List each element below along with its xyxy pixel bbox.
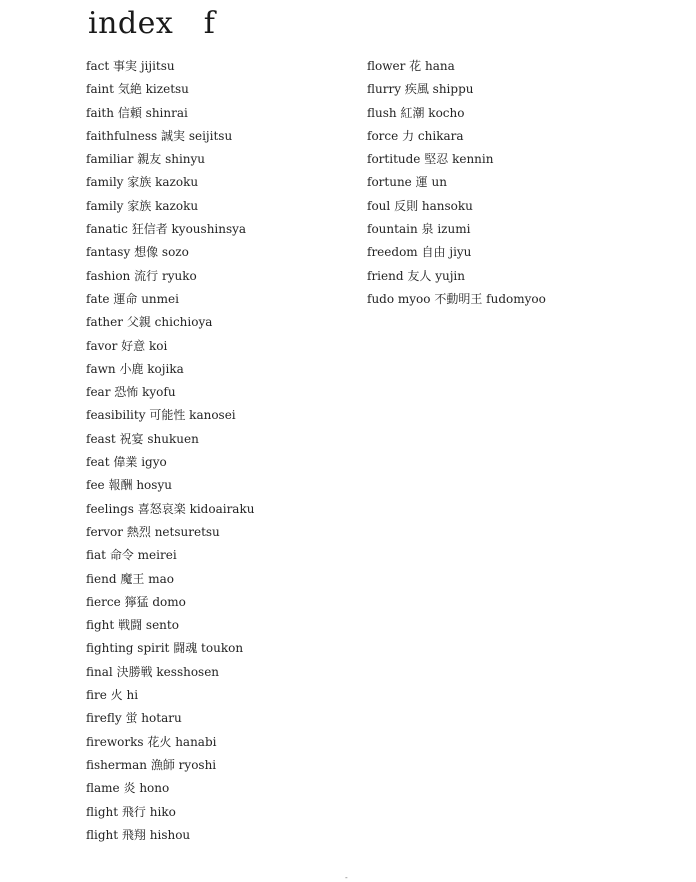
entry-kanji: 誠実 — [160, 128, 185, 143]
entry-romaji: seijitsu — [188, 128, 233, 143]
entry-romaji: kazoku — [155, 175, 199, 190]
entry-english: fight — [86, 618, 115, 633]
entry-kanji: 祝宴 — [119, 431, 144, 446]
entry-romaji: kidoairaku — [189, 501, 255, 516]
entry-romaji: jiyu — [449, 245, 472, 260]
entry-romaji: kocho — [428, 105, 465, 120]
entry-english: fashion — [86, 268, 131, 283]
entry-romaji: hosyu — [136, 478, 172, 493]
entry-english: father — [86, 315, 123, 330]
entry-romaji: hi — [126, 688, 139, 703]
entry-kanji: 自由 — [421, 245, 446, 260]
entry-romaji: hana — [425, 59, 455, 73]
entry-kanji: 狂信者 — [131, 222, 168, 237]
entry-english: final — [86, 664, 113, 679]
index-entry — [86, 685, 254, 708]
index-entry — [86, 778, 254, 801]
index-entry — [86, 522, 254, 545]
entry-english: family — [86, 198, 124, 213]
index-entry — [86, 545, 254, 568]
entry-english: feelings — [86, 501, 134, 516]
index-entry — [86, 732, 254, 755]
index-entry — [86, 79, 254, 102]
entry-kanji: 父親 — [126, 315, 151, 330]
entry-romaji: kanosei — [189, 408, 236, 423]
entry-english: fanatic — [86, 222, 128, 237]
entry-english: fudo myoo — [367, 291, 431, 306]
entry-romaji: kazoku — [155, 198, 199, 213]
index-entry — [367, 126, 546, 149]
entry-english: fisherman — [86, 757, 147, 772]
entry-romaji: ryuko — [161, 268, 197, 283]
index-entry — [367, 172, 546, 195]
entry-romaji: kizetsu — [145, 82, 189, 97]
entry-kanji: 気絶 — [117, 82, 142, 97]
index-entry — [86, 429, 254, 452]
entry-english: fantasy — [86, 245, 131, 260]
entry-english: faithfulness — [86, 128, 158, 143]
entry-kanji: 可能性 — [149, 408, 186, 423]
index-entry — [86, 615, 254, 638]
entry-english: fervor — [86, 524, 124, 539]
index-column-left — [86, 56, 254, 848]
entry-romaji: hanabi — [175, 734, 217, 749]
entry-romaji: igyo — [141, 455, 167, 470]
entry-english: flurry — [367, 82, 401, 97]
entry-kanji: 運命 — [113, 291, 138, 306]
entry-kanji: 流行 — [134, 268, 159, 283]
entry-kanji: 反則 — [394, 198, 419, 213]
entry-romaji: mao — [148, 571, 174, 586]
entry-kanji: 戦闘 — [118, 618, 143, 633]
index-entry — [86, 452, 254, 475]
index-entry — [367, 242, 546, 265]
index-entry — [86, 126, 254, 149]
entry-english: faint — [86, 82, 114, 97]
entry-romaji: shinyu — [165, 152, 206, 167]
entry-kanji: 親友 — [137, 152, 162, 167]
index-entry — [86, 499, 254, 522]
entry-romaji: hono — [139, 781, 170, 796]
index-entry — [86, 592, 254, 615]
entry-romaji: toukon — [201, 641, 244, 656]
index-entry — [367, 149, 546, 172]
index-entry — [367, 56, 546, 79]
entry-kanji: 飛行 — [121, 804, 146, 819]
entry-english: fate — [86, 291, 110, 306]
index-entry — [86, 266, 254, 289]
entry-english: feasibility — [86, 408, 146, 423]
index-entry — [367, 103, 546, 126]
entry-english: flight — [86, 827, 119, 842]
entry-romaji: hansoku — [421, 198, 473, 213]
entry-english: favor — [86, 338, 118, 353]
entry-romaji: izumi — [437, 222, 471, 237]
index-entry — [86, 475, 254, 498]
entry-english: fawn — [86, 361, 116, 376]
entry-kanji: 決勝戦 — [116, 664, 153, 679]
entry-kanji: 堅忍 — [424, 152, 449, 167]
index-entry — [86, 405, 254, 428]
entry-romaji: chikara — [417, 128, 464, 143]
entry-english: fortune — [367, 175, 412, 190]
entry-romaji: hotaru — [141, 711, 182, 726]
entry-romaji: shukuen — [147, 431, 199, 446]
index-entry — [367, 266, 546, 289]
entry-romaji: hiko — [149, 804, 176, 819]
entry-english: fear — [86, 385, 111, 400]
entry-kanji: 熱烈 — [126, 524, 151, 539]
entry-english: feast — [86, 431, 116, 446]
entry-romaji: jijitsu — [140, 59, 175, 73]
entry-kanji: 想像 — [134, 245, 159, 260]
index-entry — [86, 289, 254, 312]
entry-kanji: 闘魂 — [173, 641, 198, 656]
entry-kanji: 偉業 — [113, 455, 138, 470]
index-entry — [86, 103, 254, 126]
entry-kanji: 魔王 — [120, 571, 145, 586]
entry-kanji: 紅潮 — [400, 105, 425, 120]
page-title: index f — [88, 6, 216, 41]
entry-english: familiar — [86, 152, 134, 167]
entry-romaji: sento — [145, 618, 179, 633]
entry-english: fee — [86, 478, 105, 493]
index-entry — [86, 662, 254, 685]
entry-romaji: fudomyoo — [486, 291, 546, 306]
entry-kanji: 友人 — [407, 268, 432, 283]
entry-romaji: yujin — [435, 268, 465, 283]
entry-kanji: 好意 — [121, 338, 146, 353]
entry-kanji: 信頼 — [117, 105, 142, 120]
entry-kanji: 蛍 — [125, 711, 138, 726]
entry-romaji: shinrai — [145, 105, 188, 120]
entry-kanji: 獰猛 — [124, 594, 149, 609]
entry-english: faith — [86, 105, 114, 120]
index-entry — [86, 219, 254, 242]
entry-romaji: koi — [149, 338, 168, 353]
entry-english: flush — [367, 105, 397, 120]
index-entry — [86, 242, 254, 265]
entry-english: family — [86, 175, 124, 190]
entry-kanji: 飛翔 — [121, 827, 146, 842]
entry-romaji: sozo — [161, 245, 189, 260]
entry-kanji: 喜怒哀楽 — [137, 501, 186, 516]
entry-kanji: 不動明王 — [434, 291, 483, 306]
entry-english: friend — [367, 268, 404, 283]
entry-english: fiend — [86, 571, 117, 586]
entry-kanji: 力 — [402, 128, 415, 143]
entry-kanji: 報酬 — [108, 478, 133, 493]
index-entry — [86, 359, 254, 382]
entry-romaji: hishou — [149, 827, 191, 842]
entry-english: flame — [86, 781, 120, 796]
index-entry — [367, 289, 546, 312]
index-entry — [86, 708, 254, 731]
entry-english: fierce — [86, 594, 121, 609]
entry-romaji: unmei — [141, 291, 179, 306]
entry-english: feat — [86, 455, 110, 470]
entry-english: fortitude — [367, 152, 421, 167]
entry-english: fireworks — [86, 734, 144, 749]
entry-romaji: netsuretsu — [154, 524, 220, 539]
index-entry — [86, 755, 254, 778]
index-entry — [86, 569, 254, 592]
entry-kanji: 事実 — [112, 59, 137, 73]
entry-kanji: 命令 — [109, 548, 134, 563]
entry-kanji: 家族 — [127, 175, 152, 190]
entry-kanji: 恐怖 — [114, 385, 139, 400]
entry-kanji: 炎 — [123, 781, 136, 796]
index-entry — [367, 79, 546, 102]
entry-english: foul — [367, 198, 391, 213]
entry-kanji: 家族 — [127, 198, 152, 213]
entry-english: flower — [367, 59, 406, 73]
page-number-mark: - — [345, 873, 348, 882]
index-entry — [86, 172, 254, 195]
index-entry — [367, 196, 546, 219]
entry-english: force — [367, 128, 399, 143]
entry-english: fighting spirit — [86, 641, 170, 656]
index-entry — [86, 196, 254, 219]
entry-romaji: shippu — [432, 82, 474, 97]
index-entry — [86, 638, 254, 661]
index-column-right — [367, 56, 546, 312]
entry-kanji: 疾風 — [404, 82, 429, 97]
entry-english: fact — [86, 59, 110, 73]
entry-english: fiat — [86, 548, 106, 563]
index-entry — [86, 382, 254, 405]
entry-kanji: 花火 — [147, 734, 172, 749]
entry-romaji: chichioya — [154, 315, 213, 330]
entry-kanji: 漁師 — [150, 757, 175, 772]
entry-kanji: 小鹿 — [119, 361, 144, 376]
entry-romaji: ryoshi — [178, 757, 217, 772]
index-entry — [86, 56, 254, 79]
entry-kanji: 火 — [110, 688, 123, 703]
index-entry — [86, 802, 254, 825]
entry-romaji: kennin — [452, 152, 494, 167]
entry-english: fire — [86, 688, 107, 703]
entry-romaji: meirei — [137, 548, 177, 563]
index-entry — [367, 219, 546, 242]
entry-kanji: 泉 — [421, 222, 434, 237]
index-entry — [86, 336, 254, 359]
entry-english: firefly — [86, 711, 122, 726]
entry-english: freedom — [367, 245, 418, 260]
entry-romaji: kyofu — [142, 385, 176, 400]
entry-romaji: kesshosen — [156, 664, 220, 679]
entry-english: fountain — [367, 222, 418, 237]
index-entry — [86, 312, 254, 335]
index-entry — [86, 149, 254, 172]
entry-romaji: kojika — [147, 361, 184, 376]
entry-kanji: 運 — [415, 175, 428, 190]
entry-romaji: un — [431, 175, 447, 190]
entry-english: flight — [86, 804, 119, 819]
entry-kanji: 花 — [409, 59, 422, 73]
entry-romaji: domo — [152, 594, 186, 609]
index-entry — [86, 825, 254, 848]
entry-romaji: kyoushinsya — [171, 222, 247, 237]
